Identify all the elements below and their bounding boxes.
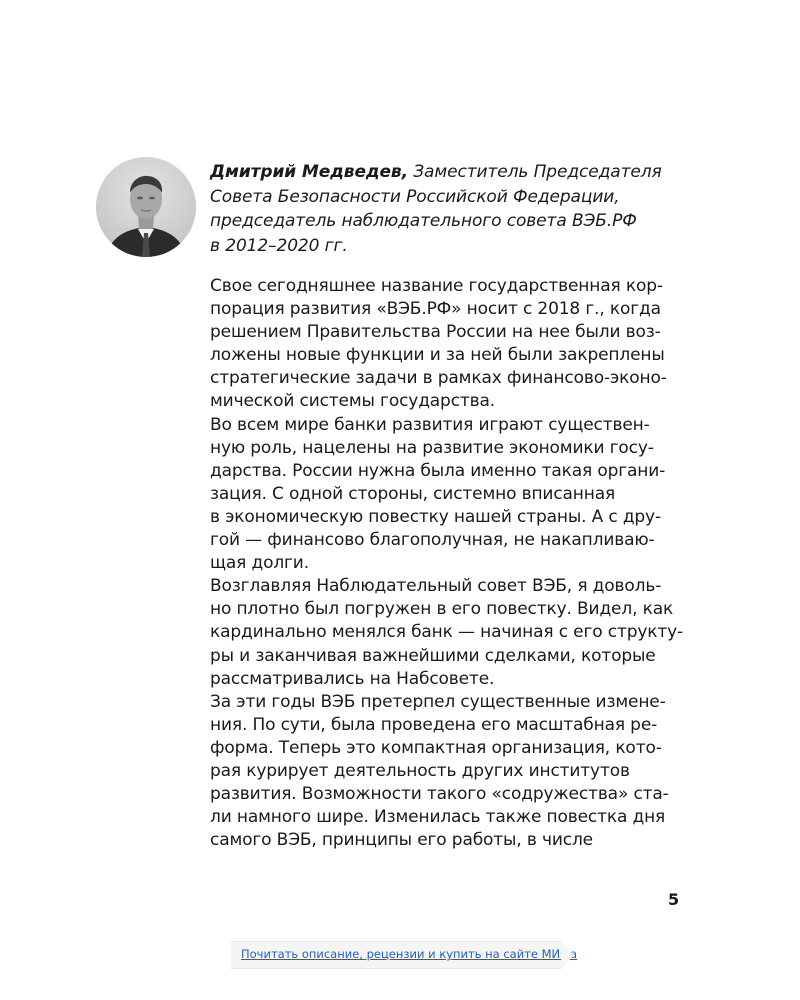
text-line: ния. По сути, была проведена его масштабная ре- [210, 714, 658, 735]
footer-banner [231, 941, 578, 969]
text-line: рая курирует деятельность других институтов [210, 760, 630, 781]
text-line: ную роль, нацелены на развитие экономики госу- [210, 437, 654, 458]
buy-book-link[interactable]: Почитать описание, рецензии и купить на сайте МИФа [241, 947, 578, 961]
text-line: но плотно был погружен в его повестку. Видел, как [210, 599, 674, 620]
author-title-part-3: председатель наблюдательного совета ВЭБ.РФ [210, 211, 637, 231]
byline-line-1 [210, 160, 690, 185]
text-line: щая долги. [210, 553, 309, 574]
text-line: мической системы государства. [210, 391, 496, 412]
author-name: Дмитрий Медведев, [210, 162, 408, 182]
text-line: решением Правительства России на нее были воз- [210, 322, 661, 343]
text-line: зация. С одной стороны, системно вписанная [210, 483, 616, 504]
page-number: 5 [668, 890, 680, 909]
text-line: в экономическую повестку нашей страны. А с дру- [210, 506, 661, 527]
text-line: форма. Теперь это компактная организация, кото- [210, 737, 662, 758]
author-byline [210, 160, 690, 258]
author-title-part-1: Заместитель Председателя [407, 162, 662, 182]
text-line: ложены новые функции и за ней были закреплены [210, 345, 665, 366]
text-line: Возглавляя Наблюдательный совет ВЭБ, я доволь- [210, 576, 662, 597]
text-line: Свое сегодняшнее название государственная кор- [210, 276, 663, 296]
text-line: дарства. России нужна была именно такая органи- [210, 460, 666, 481]
text-line: Во всем мире банки развития играют существен- [210, 414, 650, 435]
author-title-part-2: Совета Безопасности Российской Федерации, [210, 186, 620, 207]
author-portrait [96, 157, 196, 257]
text-line: За эти годы ВЭБ претерпел существенные измене- [210, 691, 666, 712]
text-line: гой — финансово благополучная, не накапливаю- [210, 530, 655, 551]
text-line: кардинально менялся банк — начиная с его структу- [210, 622, 684, 643]
text-line: порация развития «ВЭБ.РФ» носит с 2018 г., когда [210, 299, 661, 320]
text-line: развития. Возможности такого «содружества» ста- [210, 784, 669, 805]
text-line: стратегические задачи в рамках финансово-эконо- [210, 368, 667, 389]
text-line: ры и заканчивая важнейшими сделками, которые [210, 645, 656, 666]
text-line: ли намного шире. Изменилась также повестка дня [210, 807, 666, 828]
author-title-part-4: в 2012–2020 гг. [210, 235, 348, 256]
text-line: самого ВЭБ, принципы его работы, в числе [210, 830, 593, 851]
body-text [210, 275, 690, 852]
text-line: рассматривались на Набсовете. [210, 668, 495, 689]
portrait-photo-image [96, 157, 196, 257]
